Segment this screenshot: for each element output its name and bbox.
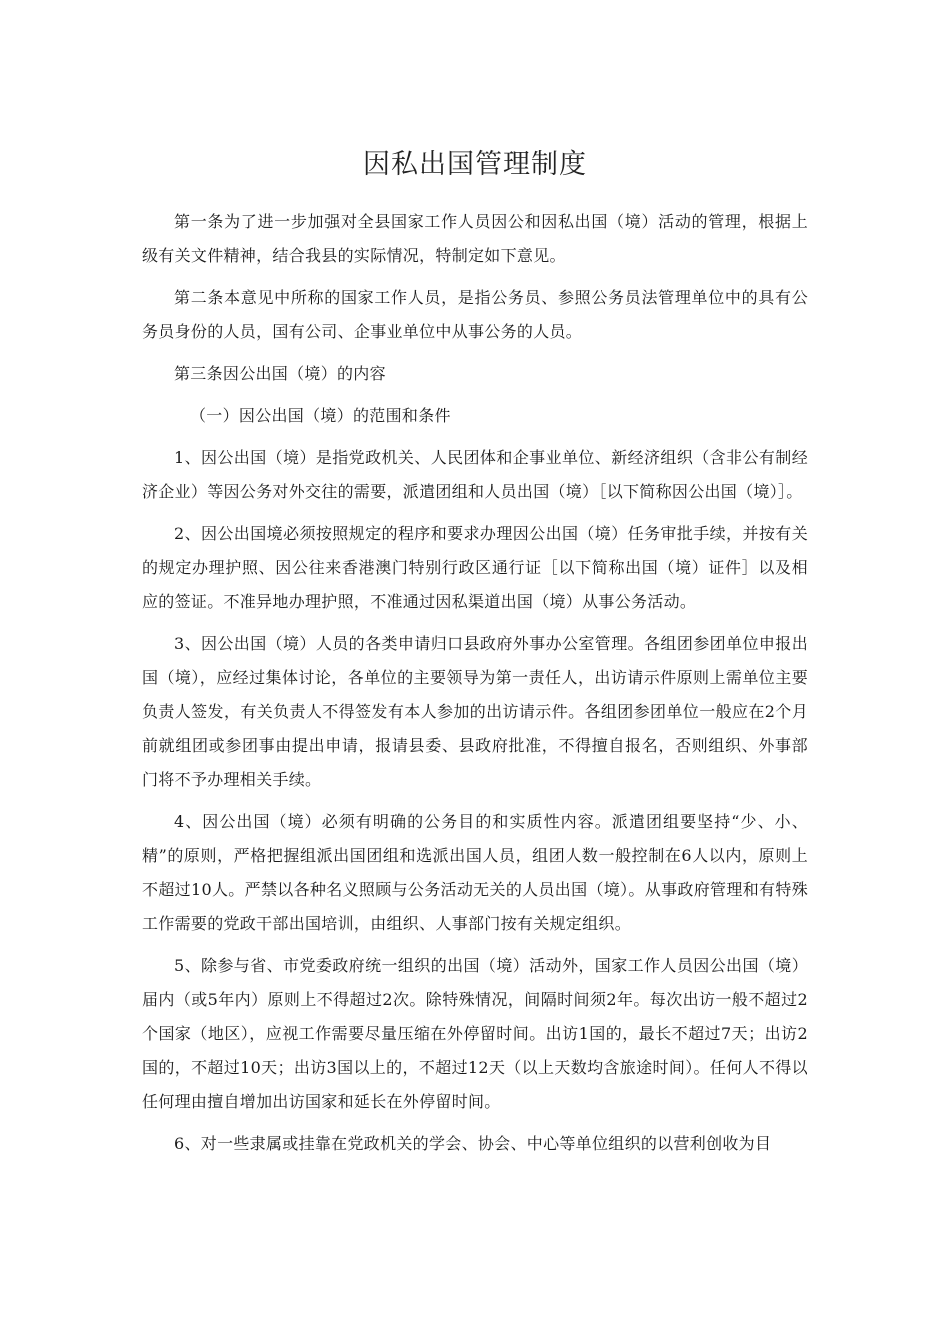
- paragraph-item-6: 6、对一些隶属或挂靠在党政机关的学会、协会、中心等单位组织的以营利创收为目: [174, 1134, 772, 1153]
- paragraph-article-3-heading: 第三条因公出国（境）的内容: [174, 364, 386, 383]
- paragraph-article-1: 第一条为了进一步加强对全县国家工作人员因公和因私出国（境）活动的管理，根据上级有关文件精神，结合我县的实际情况，特制定如下意见。: [142, 212, 808, 265]
- paragraph-item-2: 2、因公出国境必须按照规定的程序和要求办理因公出国（境）任务审批手续，并按有关的规定办理护照、因公往来香港澳门特别行政区通行证［以下简称出国（境）证件］以及相应的签证。不准异地办理护照，不准通过因私渠道出国（境）从事公务活动。: [142, 524, 808, 611]
- paragraph-article-2: 第二条本意见中所称的国家工作人员，是指公务员、参照公务员法管理单位中的具有公务员身份的人员，国有公司、企事业单位中从事公务的人员。: [142, 288, 808, 341]
- paragraph-item-5: 5、除参与省、市党委政府统一组织的出国（境）活动外，国家工作人员因公出国（境）届内（或5年内）原则上不得超过2次。除特殊情况，间隔时间须2年。每次出访一般不超过2个国家（地区），应视工作需要尽量压缩在外停留时间。出访1国的，最长不超过7天；出访2国的，不超过10天；出访3国以上的，不超过12天（以上天数均含旅途时间）。任何人不得以任何理由擅自增加出访国家和延长在外停留时间。: [142, 956, 808, 1111]
- paragraph-item-1: 1、因公出国（境）是指党政机关、人民团体和企事业单位、新经济组织（含非公有制经济企业）等因公务对外交往的需要，派遣团组和人员出国（境）［以下简称因公出国（境）］。: [142, 448, 808, 501]
- paragraph-item-4: 4、因公出国（境）必须有明确的公务目的和实质性内容。派遣团组要坚持“少、小、精”的原则，严格把握组派出国团组和选派出国人员，组团人数一般控制在6人以内，原则上不超过10人。严禁以各种名义照顾与公务活动无关的人员出国（境）。从事政府管理和有特殊工作需要的党政干部出国培训，由组织、人事部门按有关规定组织。: [142, 812, 808, 933]
- document-body: [142, 205, 808, 1169]
- paragraph-section-1-heading: （一）因公出国（境）的范围和条件: [190, 406, 451, 425]
- document-title: 因私出国管理制度: [363, 149, 587, 180]
- paragraph-item-3: 3、因公出国（境）人员的各类申请归口县政府外事办公室管理。各组团参团单位申报出国（境），应经过集体讨论，各单位的主要领导为第一责任人，出访请示件原则上需单位主要负责人签发，有关负责人不得签发有本人参加的出访请示件。各组团参团单位一般应在2个月前就组团或参团事由提出申请，报请县委、县政府批准，不得擅自报名，否则组织、外事部门将不予办理相关手续。: [142, 634, 808, 789]
